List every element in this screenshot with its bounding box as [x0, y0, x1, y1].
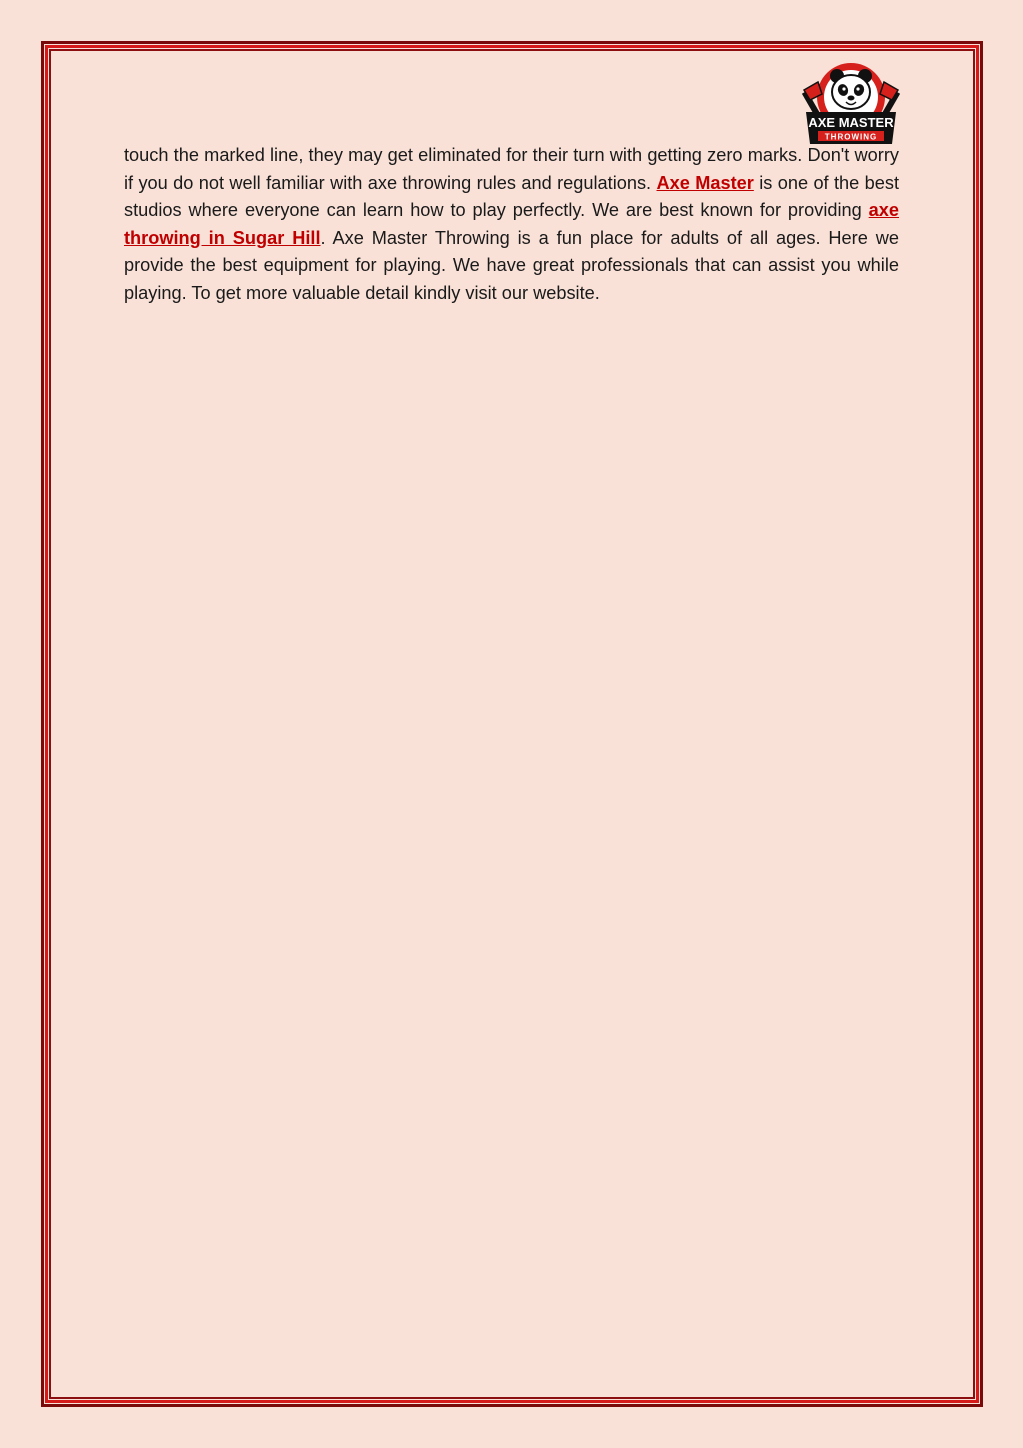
logo-text-line2: THROWING: [824, 132, 878, 142]
axe-throwing-sugar-hill-link[interactable]: axe throwing in Sugar Hill: [124, 200, 899, 248]
paragraph-text-3: . Axe Master Throwing is a fun place for adults of all ages. Here we provide the best equipment for playing. We have great professionals that can assist you while playing. To get more valuable detail kindly visit our website.: [124, 227, 900, 303]
body-paragraph: [124, 142, 899, 307]
axe-master-link[interactable]: Axe Master: [656, 172, 754, 193]
logo-text-line1: AXE MASTER: [808, 115, 894, 130]
axe-master-throwing-logo: [800, 60, 902, 146]
panda-icon: [830, 69, 872, 109]
paragraph-text-1: touch the marked line, they may get eliminated for their turn with getting zero marks. Don't worry if you do not well familiar with axe throwing rules and regulations.: [124, 145, 899, 193]
paragraph-text-2: is one of the best studios where everyone can learn how to play perfectly. We are best known for providing: [124, 172, 899, 220]
